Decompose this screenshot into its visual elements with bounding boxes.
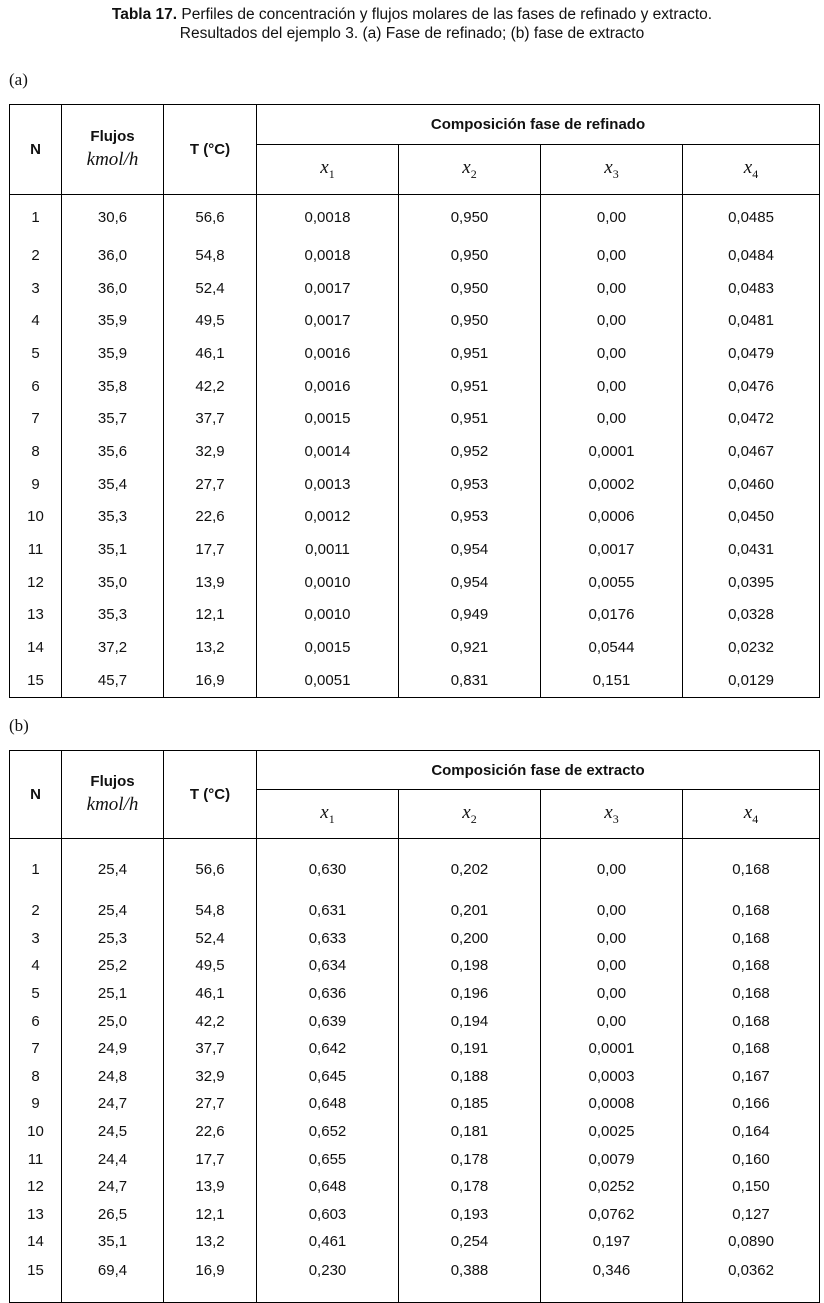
cell-x2: 0,178: [399, 1145, 541, 1173]
cell-n: 5: [10, 980, 62, 1008]
cell-n: 11: [10, 533, 62, 566]
cell-x3: 0,0003: [541, 1063, 683, 1091]
cell-temp: 37,7: [164, 402, 257, 435]
x-symbol: x: [604, 801, 613, 823]
cell-n: 10: [10, 1118, 62, 1146]
cell-x2: 0,202: [399, 839, 541, 898]
cell-temp: 17,7: [164, 533, 257, 566]
x-subscript: 4: [752, 811, 759, 826]
cell-x1: 0,603: [257, 1201, 399, 1229]
cell-x1: 0,0018: [257, 239, 399, 272]
cell-x1: 0,655: [257, 1145, 399, 1173]
cell-n: 9: [10, 468, 62, 501]
cell-n: 1: [10, 839, 62, 898]
cell-x4: 0,127: [683, 1201, 820, 1229]
cell-temp: 54,8: [164, 239, 257, 272]
cell-x2: 0,193: [399, 1201, 541, 1229]
cell-x4: 0,0472: [683, 402, 820, 435]
cell-x2: 0,954: [399, 566, 541, 599]
table-row: [10, 1007, 820, 1035]
x-symbol: x: [462, 157, 471, 179]
cell-x2: 0,950: [399, 195, 541, 240]
cell-x1: 0,634: [257, 952, 399, 980]
header-flujos: [62, 751, 164, 839]
cell-temp: 46,1: [164, 980, 257, 1008]
cell-x4: 0,168: [683, 897, 820, 925]
cell-flujo: 25,2: [62, 952, 164, 980]
header-x2: [399, 790, 541, 839]
cell-n: 8: [10, 435, 62, 468]
cell-n: 12: [10, 1173, 62, 1201]
cell-x2: 0,921: [399, 631, 541, 664]
cell-n: 4: [10, 952, 62, 980]
cell-x2: 0,953: [399, 468, 541, 501]
cell-temp: 52,4: [164, 272, 257, 305]
cell-x3: 0,00: [541, 980, 683, 1008]
cell-x3: 0,0002: [541, 468, 683, 501]
cell-x3: 0,0001: [541, 435, 683, 468]
cell-flujo: 35,6: [62, 435, 164, 468]
x-subscript: 4: [752, 166, 759, 181]
cell-x1: 0,639: [257, 1007, 399, 1035]
cell-temp: 52,4: [164, 925, 257, 953]
cell-x1: 0,0051: [257, 664, 399, 697]
cell-temp: 32,9: [164, 435, 257, 468]
cell-x3: 0,0762: [541, 1201, 683, 1229]
cell-x4: 0,168: [683, 952, 820, 980]
cell-x4: 0,0467: [683, 435, 820, 468]
x-symbol: x: [462, 801, 471, 823]
cell-x4: 0,168: [683, 839, 820, 898]
table-row: [10, 1173, 820, 1201]
cell-x2: 0,194: [399, 1007, 541, 1035]
cell-n: 4: [10, 304, 62, 337]
cell-x1: 0,0017: [257, 272, 399, 305]
cell-temp: 22,6: [164, 1118, 257, 1146]
cell-n: 14: [10, 631, 62, 664]
cell-x2: 0,954: [399, 533, 541, 566]
table-row: [10, 239, 820, 272]
cell-x3: 0,00: [541, 1007, 683, 1035]
cell-x2: 0,950: [399, 304, 541, 337]
cell-temp: 16,9: [164, 664, 257, 697]
cell-flujo: 25,3: [62, 925, 164, 953]
cell-temp: 42,2: [164, 370, 257, 403]
cell-x3: 0,0252: [541, 1173, 683, 1201]
x-symbol: x: [320, 157, 329, 179]
table-row: [10, 501, 820, 534]
table-row: [10, 1118, 820, 1146]
cell-x3: 0,00: [541, 839, 683, 898]
cell-flujo: 35,0: [62, 566, 164, 599]
cell-x1: 0,636: [257, 980, 399, 1008]
cell-flujo: 25,4: [62, 839, 164, 898]
table-row: [10, 1201, 820, 1229]
cell-x3: 0,0176: [541, 599, 683, 632]
header-x2: [399, 145, 541, 195]
cell-x1: 0,0011: [257, 533, 399, 566]
cell-temp: 13,2: [164, 631, 257, 664]
cell-n: 13: [10, 1201, 62, 1229]
cell-x2: 0,191: [399, 1035, 541, 1063]
cell-n: 2: [10, 239, 62, 272]
cell-n: 9: [10, 1090, 62, 1118]
cell-x1: 0,631: [257, 897, 399, 925]
cell-x2: 0,181: [399, 1118, 541, 1146]
cell-temp: 56,6: [164, 195, 257, 240]
header-n: N: [10, 751, 62, 839]
cell-x4: 0,164: [683, 1118, 820, 1146]
cell-flujo: 37,2: [62, 631, 164, 664]
cell-n: 2: [10, 897, 62, 925]
cell-n: 7: [10, 402, 62, 435]
cell-temp: 13,9: [164, 566, 257, 599]
cell-x1: 0,0017: [257, 304, 399, 337]
cell-x4: 0,0481: [683, 304, 820, 337]
cell-x4: 0,0450: [683, 501, 820, 534]
cell-temp: 37,7: [164, 1035, 257, 1063]
cell-x1: 0,0014: [257, 435, 399, 468]
cell-x2: 0,201: [399, 897, 541, 925]
cell-n: 5: [10, 337, 62, 370]
cell-x4: 0,0328: [683, 599, 820, 632]
cell-x3: 0,0055: [541, 566, 683, 599]
header-temp: T (°C): [164, 751, 257, 839]
cell-x2: 0,188: [399, 1063, 541, 1091]
cell-x4: 0,0483: [683, 272, 820, 305]
cell-x1: 0,0012: [257, 501, 399, 534]
cell-temp: 42,2: [164, 1007, 257, 1035]
cell-x1: 0,0010: [257, 599, 399, 632]
table-row: [10, 980, 820, 1008]
cell-flujo: 24,8: [62, 1063, 164, 1091]
x-symbol: x: [743, 157, 753, 179]
cell-x4: 0,0476: [683, 370, 820, 403]
cell-x4: 0,0479: [683, 337, 820, 370]
cell-temp: 27,7: [164, 468, 257, 501]
table-row: [10, 272, 820, 305]
cell-x3: 0,346: [541, 1256, 683, 1303]
header-flujos-label: Flujos: [90, 773, 135, 790]
cell-x3: 0,151: [541, 664, 683, 697]
x-subscript: 3: [612, 166, 619, 181]
cell-x4: 0,167: [683, 1063, 820, 1091]
cell-flujo: 35,1: [62, 533, 164, 566]
cell-x1: 0,0015: [257, 402, 399, 435]
cell-x3: 0,00: [541, 402, 683, 435]
cell-x1: 0,0016: [257, 337, 399, 370]
cell-temp: 13,9: [164, 1173, 257, 1201]
header-n: N: [10, 105, 62, 195]
table-row: [10, 1035, 820, 1063]
cell-n: 12: [10, 566, 62, 599]
cell-n: 8: [10, 1063, 62, 1091]
cell-x1: 0,0018: [257, 195, 399, 240]
cell-x4: 0,0460: [683, 468, 820, 501]
cell-flujo: 24,5: [62, 1118, 164, 1146]
table-row: [10, 897, 820, 925]
cell-x4: 0,0890: [683, 1228, 820, 1256]
table-row: [10, 599, 820, 632]
cell-x3: 0,0017: [541, 533, 683, 566]
x-symbol: x: [320, 801, 329, 823]
cell-flujo: 25,4: [62, 897, 164, 925]
cell-flujo: 24,4: [62, 1145, 164, 1173]
table-row: [10, 402, 820, 435]
cell-x1: 0,648: [257, 1173, 399, 1201]
cell-x1: 0,0013: [257, 468, 399, 501]
cell-flujo: 35,8: [62, 370, 164, 403]
cell-x3: 0,0001: [541, 1035, 683, 1063]
cell-x3: 0,00: [541, 195, 683, 240]
cell-x1: 0,645: [257, 1063, 399, 1091]
cell-x3: 0,00: [541, 239, 683, 272]
header-x3: [541, 145, 683, 195]
table-row: [10, 1063, 820, 1091]
header-flujos: [62, 105, 164, 195]
cell-x3: 0,00: [541, 304, 683, 337]
x-subscript: 2: [470, 166, 477, 181]
table-row: [10, 1090, 820, 1118]
caption-text: Perfiles de concentración y flujos molares de las fases de refinado y extracto.: [181, 6, 713, 23]
cell-x1: 0,0015: [257, 631, 399, 664]
cell-flujo: 36,0: [62, 272, 164, 305]
table-row: [10, 1145, 820, 1173]
cell-x1: 0,648: [257, 1090, 399, 1118]
cell-flujo: 35,4: [62, 468, 164, 501]
cell-x1: 0,633: [257, 925, 399, 953]
cell-x2: 0,952: [399, 435, 541, 468]
cell-flujo: 35,7: [62, 402, 164, 435]
cell-temp: 12,1: [164, 599, 257, 632]
cell-x1: 0,652: [257, 1118, 399, 1146]
cell-flujo: 30,6: [62, 195, 164, 240]
cell-flujo: 35,9: [62, 304, 164, 337]
cell-x1: 0,230: [257, 1256, 399, 1303]
cell-x2: 0,949: [399, 599, 541, 632]
table-row: [10, 1228, 820, 1256]
cell-x2: 0,950: [399, 272, 541, 305]
cell-x3: 0,00: [541, 272, 683, 305]
cell-x3: 0,0006: [541, 501, 683, 534]
cell-x2: 0,178: [399, 1173, 541, 1201]
cell-n: 3: [10, 925, 62, 953]
cell-x4: 0,0129: [683, 664, 820, 697]
cell-flujo: 45,7: [62, 664, 164, 697]
table-a-label: (a): [9, 70, 28, 89]
cell-x3: 0,00: [541, 925, 683, 953]
cell-temp: 49,5: [164, 304, 257, 337]
cell-flujo: 25,0: [62, 1007, 164, 1035]
x-symbol: x: [604, 157, 613, 179]
table-row: [10, 370, 820, 403]
table-row: [10, 631, 820, 664]
cell-x3: 0,00: [541, 897, 683, 925]
header-units: kmol/h: [86, 149, 139, 170]
cell-x1: 0,0016: [257, 370, 399, 403]
cell-n: 13: [10, 599, 62, 632]
cell-x2: 0,254: [399, 1228, 541, 1256]
cell-x4: 0,168: [683, 980, 820, 1008]
cell-x2: 0,953: [399, 501, 541, 534]
cell-x2: 0,200: [399, 925, 541, 953]
cell-x2: 0,185: [399, 1090, 541, 1118]
cell-temp: 13,2: [164, 1228, 257, 1256]
cell-n: 11: [10, 1145, 62, 1173]
cell-x2: 0,388: [399, 1256, 541, 1303]
header-temp: T (°C): [164, 105, 257, 195]
cell-n: 10: [10, 501, 62, 534]
cell-n: 3: [10, 272, 62, 305]
cell-flujo: 26,5: [62, 1201, 164, 1229]
cell-n: 15: [10, 1256, 62, 1303]
cell-flujo: 24,7: [62, 1173, 164, 1201]
cell-x4: 0,150: [683, 1173, 820, 1201]
table-row: [10, 468, 820, 501]
cell-x3: 0,0008: [541, 1090, 683, 1118]
header-x3: [541, 790, 683, 839]
cell-x2: 0,198: [399, 952, 541, 980]
x-subscript: 3: [612, 811, 619, 826]
table-row: [10, 925, 820, 953]
x-subscript: 2: [470, 811, 477, 826]
table-row: [10, 435, 820, 468]
header-units: kmol/h: [86, 794, 139, 815]
cell-x4: 0,168: [683, 1007, 820, 1035]
x-symbol: x: [743, 801, 753, 823]
cell-temp: 27,7: [164, 1090, 257, 1118]
cell-x3: 0,00: [541, 337, 683, 370]
cell-x4: 0,168: [683, 1035, 820, 1063]
table-row: [10, 337, 820, 370]
cell-x3: 0,00: [541, 370, 683, 403]
table-row: [10, 839, 820, 898]
cell-flujo: 25,1: [62, 980, 164, 1008]
cell-x1: 0,461: [257, 1228, 399, 1256]
cell-n: 6: [10, 370, 62, 403]
cell-x4: 0,0362: [683, 1256, 820, 1303]
cell-n: 15: [10, 664, 62, 697]
table-row: [10, 304, 820, 337]
caption-line-1: [0, 5, 824, 24]
cell-temp: 17,7: [164, 1145, 257, 1173]
header-x1: [257, 145, 399, 195]
cell-flujo: 35,9: [62, 337, 164, 370]
cell-x1: 0,0010: [257, 566, 399, 599]
table-refinado: [9, 104, 820, 698]
cell-flujo: 36,0: [62, 239, 164, 272]
header-x1: [257, 790, 399, 839]
cell-x4: 0,0485: [683, 195, 820, 240]
cell-x1: 0,630: [257, 839, 399, 898]
cell-n: 6: [10, 1007, 62, 1035]
cell-x3: 0,0079: [541, 1145, 683, 1173]
cell-x4: 0,0484: [683, 239, 820, 272]
cell-x2: 0,831: [399, 664, 541, 697]
table-row: [10, 664, 820, 697]
cell-x1: 0,642: [257, 1035, 399, 1063]
cell-x3: 0,00: [541, 952, 683, 980]
header-composition: Composición fase de refinado: [257, 105, 820, 145]
cell-flujo: 35,3: [62, 501, 164, 534]
cell-x4: 0,166: [683, 1090, 820, 1118]
cell-x2: 0,951: [399, 370, 541, 403]
cell-x3: 0,0544: [541, 631, 683, 664]
cell-temp: 22,6: [164, 501, 257, 534]
table-row: [10, 952, 820, 980]
table-row: [10, 1256, 820, 1303]
x-subscript: 1: [328, 166, 335, 181]
table-extracto: [9, 750, 820, 1303]
caption-label: Tabla 17.: [111, 6, 178, 23]
table-b-label: (b): [9, 716, 29, 735]
cell-x2: 0,951: [399, 402, 541, 435]
x-subscript: 1: [328, 811, 335, 826]
cell-x3: 0,0025: [541, 1118, 683, 1146]
cell-temp: 16,9: [164, 1256, 257, 1303]
cell-flujo: 69,4: [62, 1256, 164, 1303]
cell-n: 1: [10, 195, 62, 240]
header-composition: Composición fase de extracto: [257, 751, 820, 790]
cell-temp: 46,1: [164, 337, 257, 370]
caption-line-2: Resultados del ejemplo 3. (a) Fase de refinado; (b) fase de extracto: [179, 25, 645, 42]
cell-x2: 0,196: [399, 980, 541, 1008]
cell-x4: 0,0431: [683, 533, 820, 566]
cell-x3: 0,197: [541, 1228, 683, 1256]
cell-x2: 0,951: [399, 337, 541, 370]
cell-x4: 0,0395: [683, 566, 820, 599]
header-x4: [683, 145, 820, 195]
cell-temp: 12,1: [164, 1201, 257, 1229]
cell-x4: 0,0232: [683, 631, 820, 664]
table-row: [10, 566, 820, 599]
cell-temp: 56,6: [164, 839, 257, 898]
cell-temp: 54,8: [164, 897, 257, 925]
cell-flujo: 24,7: [62, 1090, 164, 1118]
cell-x2: 0,950: [399, 239, 541, 272]
cell-flujo: 35,1: [62, 1228, 164, 1256]
cell-n: 14: [10, 1228, 62, 1256]
header-flujos-label: Flujos: [90, 128, 135, 145]
cell-x4: 0,160: [683, 1145, 820, 1173]
cell-x4: 0,168: [683, 925, 820, 953]
table-row: [10, 195, 820, 240]
cell-flujo: 24,9: [62, 1035, 164, 1063]
header-x4: [683, 790, 820, 839]
table-row: [10, 533, 820, 566]
cell-temp: 32,9: [164, 1063, 257, 1091]
cell-temp: 49,5: [164, 952, 257, 980]
cell-n: 7: [10, 1035, 62, 1063]
cell-flujo: 35,3: [62, 599, 164, 632]
